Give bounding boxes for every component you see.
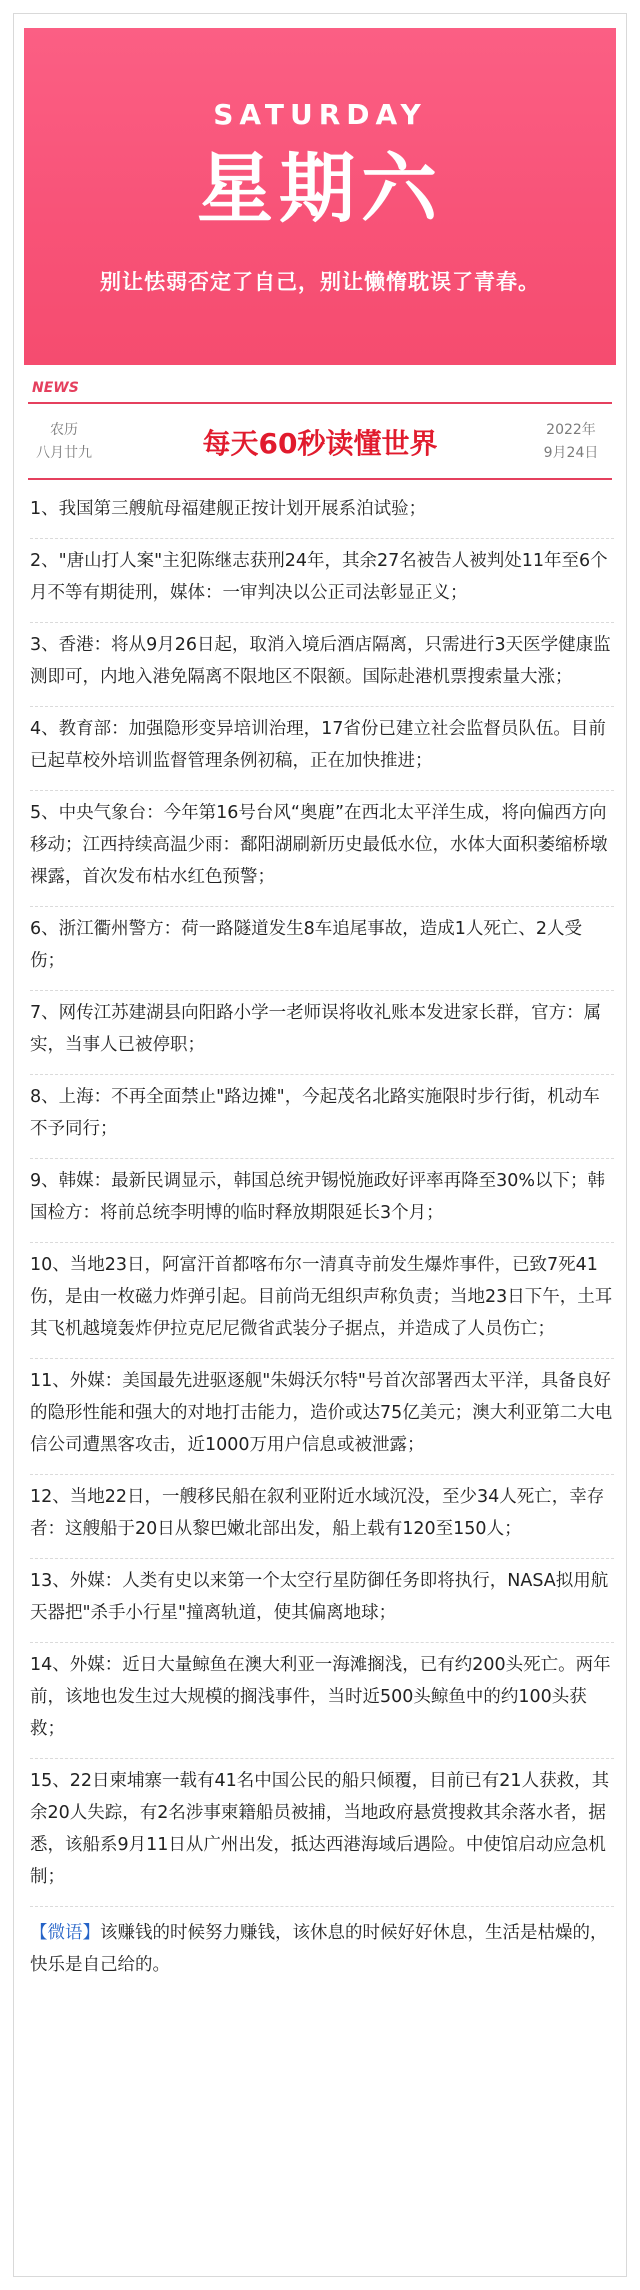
news-item-8: 8、上海：不再全面禁止"路边摊"，今起茂名北路实施限时步行街，机动车不予同行； — [30, 1075, 614, 1159]
weekday-english: SATURDAY — [213, 98, 427, 131]
quote-label: 【微语】 — [30, 1923, 100, 1943]
news-item-15: 15、22日柬埔寨一载有41名中国公民的船只倾覆，目前已有21人获救，其余20人失踪，有2名涉事柬籍船员被捕，当地政府悬赏搜救其余落水者，据悉，该船系9月11日从广州出发，抵达西港海域后遇险。中使馆启动应急机制； — [30, 1759, 614, 1907]
page-title: 每天60秒读懂世界 — [202, 427, 438, 460]
news-tag: NEWS — [32, 380, 79, 396]
news-item-4: 4、教育部：加强隐形变异培训治理，17省份已建立社会监督员队伍。目前已起草校外培训监督管理条例初稿，正在加快推进； — [30, 707, 614, 791]
header-divider-top — [28, 402, 612, 404]
weekday-banner — [24, 28, 616, 365]
news-item-2: 2、"唐山打人案"主犯陈继志获刑24年，其余27名被告人被判处11年至6个月不等有期徒刑，媒体：一审判决以公正司法彰显正义； — [30, 539, 614, 623]
header-divider-bottom — [28, 478, 612, 480]
daily-quote — [30, 1907, 614, 1981]
news-card — [13, 13, 627, 2277]
lunar-date: 八月廿九 — [36, 445, 92, 461]
news-list — [30, 493, 614, 1981]
news-item-7: 7、网传江苏建湖县向阳路小学一老师误将收礼账本发进家长群，官方：属实，当事人已被停职； — [30, 991, 614, 1075]
news-item-5: 5、中央气象台：今年第16号台风“奥鹿”在西北太平洋生成，将向偏西方向移动；江西持续高温少雨：鄱阳湖刷新历史最低水位，水体大面积萎缩桥墩裸露，首次发布枯水红色预警； — [30, 791, 614, 907]
lunar-label: 农历 — [50, 422, 78, 438]
news-item-10: 10、当地23日，阿富汗首都喀布尔一清真寺前发生爆炸事件，已致7死41伤，是由一枚磁力炸弹引起。目前尚无组织声称负责；当地23日下午，土耳其飞机越境轰炸伊拉克尼尼微省武装分子据点，并造成了人员伤亡； — [30, 1243, 614, 1359]
date-day: 9月24日 — [543, 445, 599, 461]
news-item-12: 12、当地22日，一艘移民船在叙利亚附近水域沉没，至少34人死亡，幸存者：这艘船于20日从黎巴嫩北部出发，船上载有120至150人； — [30, 1475, 614, 1559]
news-item-13: 13、外媒：人类有史以来第一个太空行星防御任务即将执行，NASA拟用航天器把"杀手小行星"撞离轨道，使其偏离地球； — [30, 1559, 614, 1643]
gregorian-date-block — [536, 419, 606, 465]
news-item-14: 14、外媒：近日大量鲸鱼在澳大利亚一海滩搁浅，已有约200头死亡。两年前，该地也发生过大规模的搁浅事件，当时近500头鲸鱼中的约100头获救； — [30, 1643, 614, 1759]
news-item-1: 1、我国第三艘航母福建舰正按计划开展系泊试验； — [30, 493, 614, 539]
date-year: 2022年 — [546, 422, 596, 438]
news-item-9: 9、韩媒：最新民调显示，韩国总统尹锡悦施政好评率再降至30%以下；韩国检方：将前总统李明博的临时释放期限延长3个月； — [30, 1159, 614, 1243]
news-item-11: 11、外媒：美国最先进驱逐舰"朱姆沃尔特"号首次部署西太平洋，具备良好的隐形性能和强大的对地打击能力，造价或达75亿美元；澳大利亚第二大电信公司遭黑客攻击，近1000万用户信息或被泄露； — [30, 1359, 614, 1475]
weekday-chinese: 星期六 — [197, 144, 443, 233]
news-item-6: 6、浙江衢州警方：荷一路隧道发生8车追尾事故，造成1人死亡、2人受伤； — [30, 907, 614, 991]
quote-text: 该赚钱的时候努力赚钱，该休息的时候好好休息，生活是枯燥的，快乐是自己给的。 — [30, 1923, 608, 1975]
banner-motto: 别让怯弱否定了自己，别让懒惰耽误了青春。 — [100, 270, 540, 294]
lunar-date-block — [34, 419, 94, 465]
news-item-3: 3、香港：将从9月26日起，取消入境后酒店隔离，只需进行3天医学健康监测即可，内地入港免隔离不限地区不限额。国际赴港机票搜索量大涨； — [30, 623, 614, 707]
